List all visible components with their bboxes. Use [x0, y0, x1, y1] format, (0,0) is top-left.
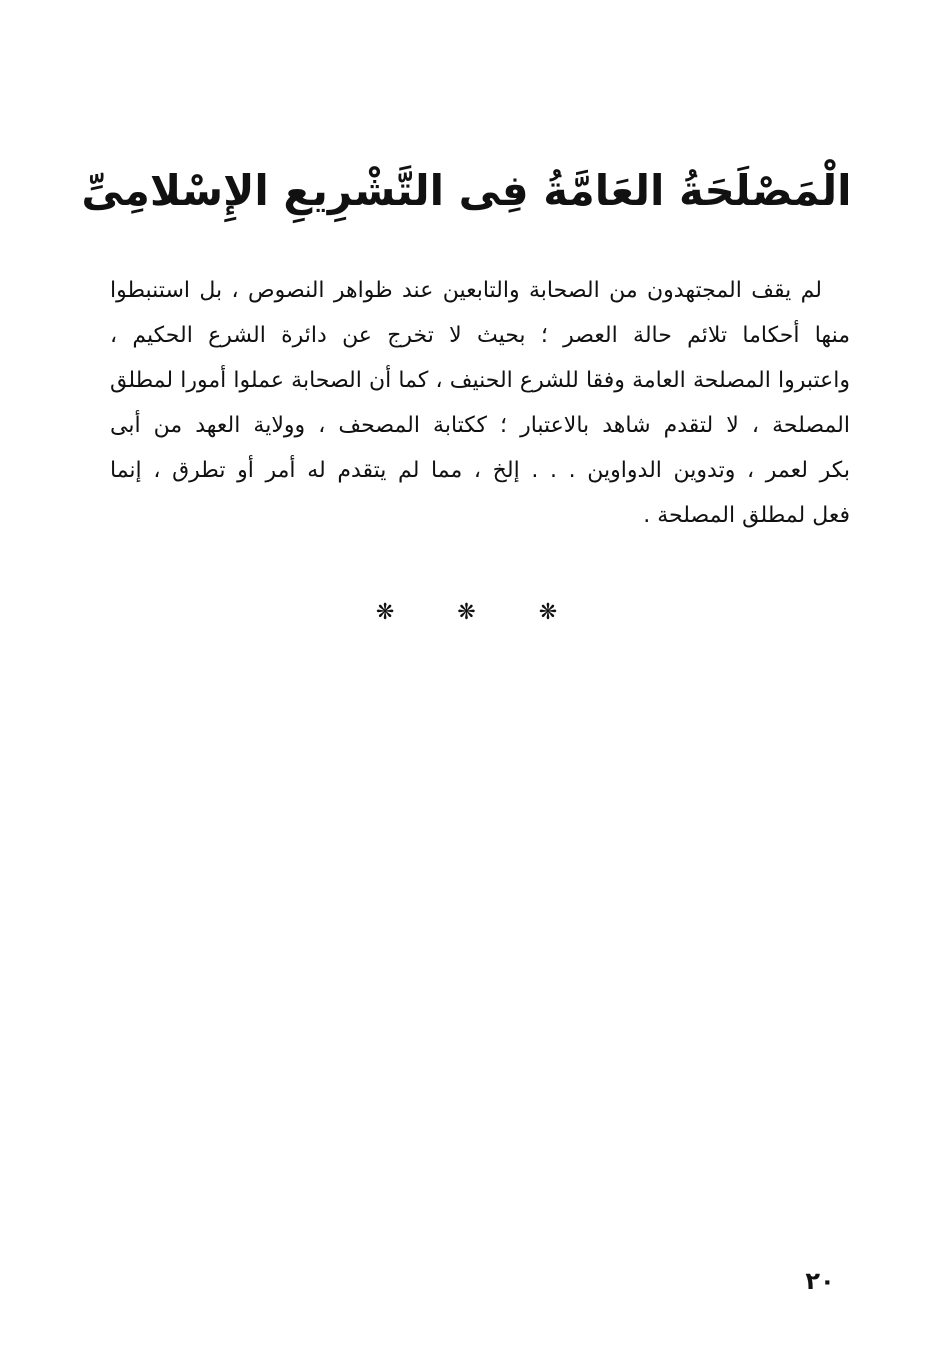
paragraph-line: واعتبروا المصلحة العامة وفقا للشرع الحنيف ، كما أن الصحابة عملوا أمورا لمطلق	[110, 368, 850, 393]
paragraph-line: فعل لمطلق المصلحة .	[643, 503, 850, 528]
page-title: الْمَصْلَحَةُ العَامَّةُ فِى التَّشْرِيعِ الإِسْلامِىِّ	[81, 166, 852, 216]
paragraph-line: المصلحة ، لا لتقدم شاهد بالاعتبار ؛ ككتابة المصحف ، وولاية العهد من أبى	[110, 413, 850, 438]
asterism-icon: ❋	[457, 600, 476, 625]
section-separator	[0, 598, 933, 628]
page-number: ٢٠	[805, 1267, 835, 1295]
asterism-icon: ❋	[375, 600, 395, 625]
paragraph-line: بكر لعمر ، وتدوين الدواوين . . . إلخ ، مما لم يتقدم له أمر أو تطرق ، إنما	[110, 458, 850, 483]
body-paragraph	[110, 268, 850, 538]
paragraph-line: لم يقف المجتهدون من الصحابة والتابعين عند ظواهر النصوص ، بل استنبطوا	[110, 278, 822, 303]
paragraph-line: منها أحكاما تلائم حالة العصر ؛ بحيث لا تخرج عن دائرة الشرع الحكيم ،	[110, 323, 850, 348]
asterism-icon: ❋	[538, 600, 558, 625]
